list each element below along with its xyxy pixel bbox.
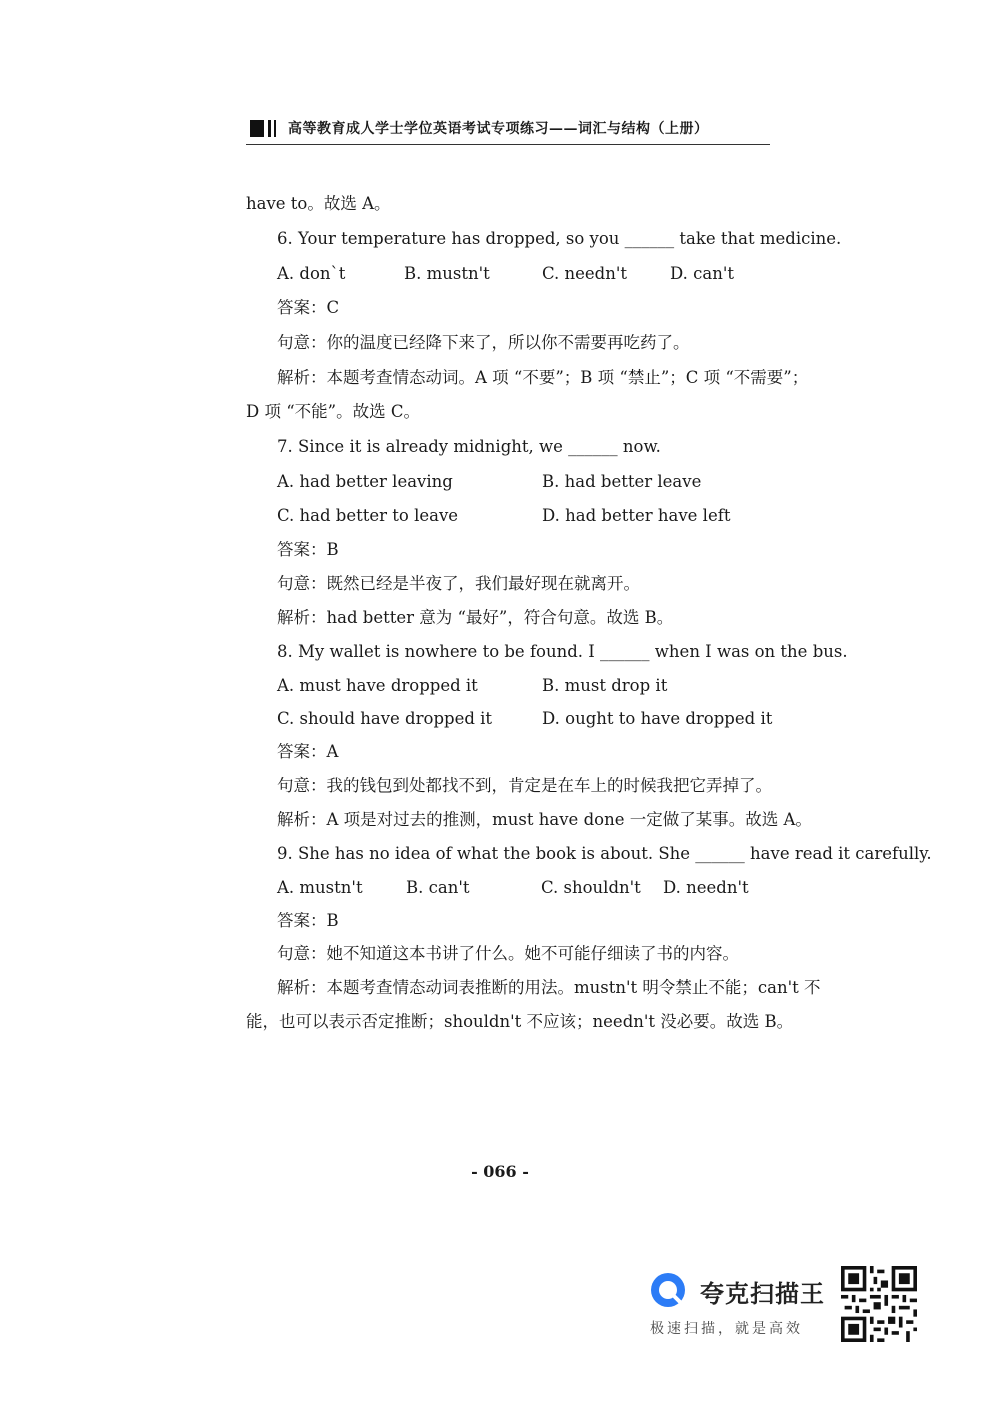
q6-analysis-cont: D 项 “不能”。故选 C。: [246, 402, 420, 421]
q8-option-a: A. must have dropped it: [277, 676, 478, 695]
qr-code-icon: [838, 1266, 920, 1342]
scanner-watermark: [648, 1270, 838, 1340]
q6-answer: 答案：C: [277, 298, 340, 317]
question-9: 9. She has no idea of what the book is about. She ______ have read it carefully.: [277, 844, 932, 863]
watermark-brand: 夸克扫描王: [700, 1280, 825, 1308]
watermark-slogan: 极速扫描，就是高效: [650, 1321, 803, 1337]
q6-analysis: 解析：本题考查情态动词。A 项 “不要”；B 项 “禁止”；C 项 “不需要”；: [277, 368, 809, 387]
q8-option-c: C. should have dropped it: [277, 709, 493, 728]
q7-option-a: A. had better leaving: [277, 472, 453, 491]
q6-option-d: D. can't: [670, 264, 735, 283]
q8-meaning: 句意：我的钱包到处都找不到，肯定是在车上的时候我把它弄掉了。: [277, 776, 772, 795]
q9-analysis-cont: 能，也可以表示否定推断；shouldn't 不应该；needn't 没必要。故选 B。: [246, 1012, 794, 1031]
q9-analysis: 解析：本题考查情态动词表推断的用法。mustn't 明令禁止不能；can't 不: [277, 978, 821, 997]
page-header: [246, 118, 770, 145]
header-block-mark: [250, 120, 264, 137]
question-6: 6. Your temperature has dropped, so you ______ take that medicine.: [277, 229, 842, 248]
q7-option-d: D. had better have left: [542, 506, 731, 525]
q7-analysis: 解析：had better 意为 “最好”，符合句意。故选 B。: [277, 608, 674, 627]
q9-option-a: A. mustn't: [277, 878, 363, 897]
header-thin-bar-mark: [274, 120, 276, 137]
q8-option-d: D. ought to have dropped it: [542, 709, 773, 728]
text-line: have to。故选 A。: [246, 194, 391, 213]
question-7: 7. Since it is already midnight, we ______ now.: [277, 437, 661, 456]
q6-option-c: C. needn't: [542, 264, 628, 283]
q8-option-b: B. must drop it: [542, 676, 668, 695]
q7-option-c: C. had better to leave: [277, 506, 459, 525]
q6-option-a: A. don`t: [277, 264, 346, 283]
header-bar-mark: [268, 120, 271, 137]
q6-meaning: 句意：你的温度已经降下来了，所以你不需要再吃药了。: [277, 333, 690, 352]
q9-option-b: B. can't: [406, 878, 470, 897]
q9-option-c: C. shouldn't: [541, 878, 641, 897]
page-number: - 066 -: [471, 1162, 529, 1181]
question-8: 8. My wallet is nowhere to be found. I ______ when I was on the bus.: [277, 642, 848, 661]
q7-meaning: 句意：既然已经是半夜了，我们最好现在就离开。: [277, 574, 640, 593]
q9-meaning: 句意：她不知道这本书讲了什么。她不可能仔细读了书的内容。: [277, 944, 739, 963]
q7-answer: 答案：B: [277, 540, 339, 559]
header-title: 高等教育成人学士学位英语考试专项练习——词汇与结构（上册）: [288, 121, 709, 137]
quark-logo-icon: [648, 1270, 688, 1310]
q9-answer: 答案：B: [277, 911, 339, 930]
q9-option-d: D. needn't: [663, 878, 749, 897]
q8-analysis: 解析：A 项是对过去的推测，must have done 一定做了某事。故选 A。: [277, 810, 812, 829]
q8-answer: 答案：A: [277, 742, 339, 761]
q7-option-b: B. had better leave: [542, 472, 702, 491]
q6-option-b: B. mustn't: [404, 264, 490, 283]
